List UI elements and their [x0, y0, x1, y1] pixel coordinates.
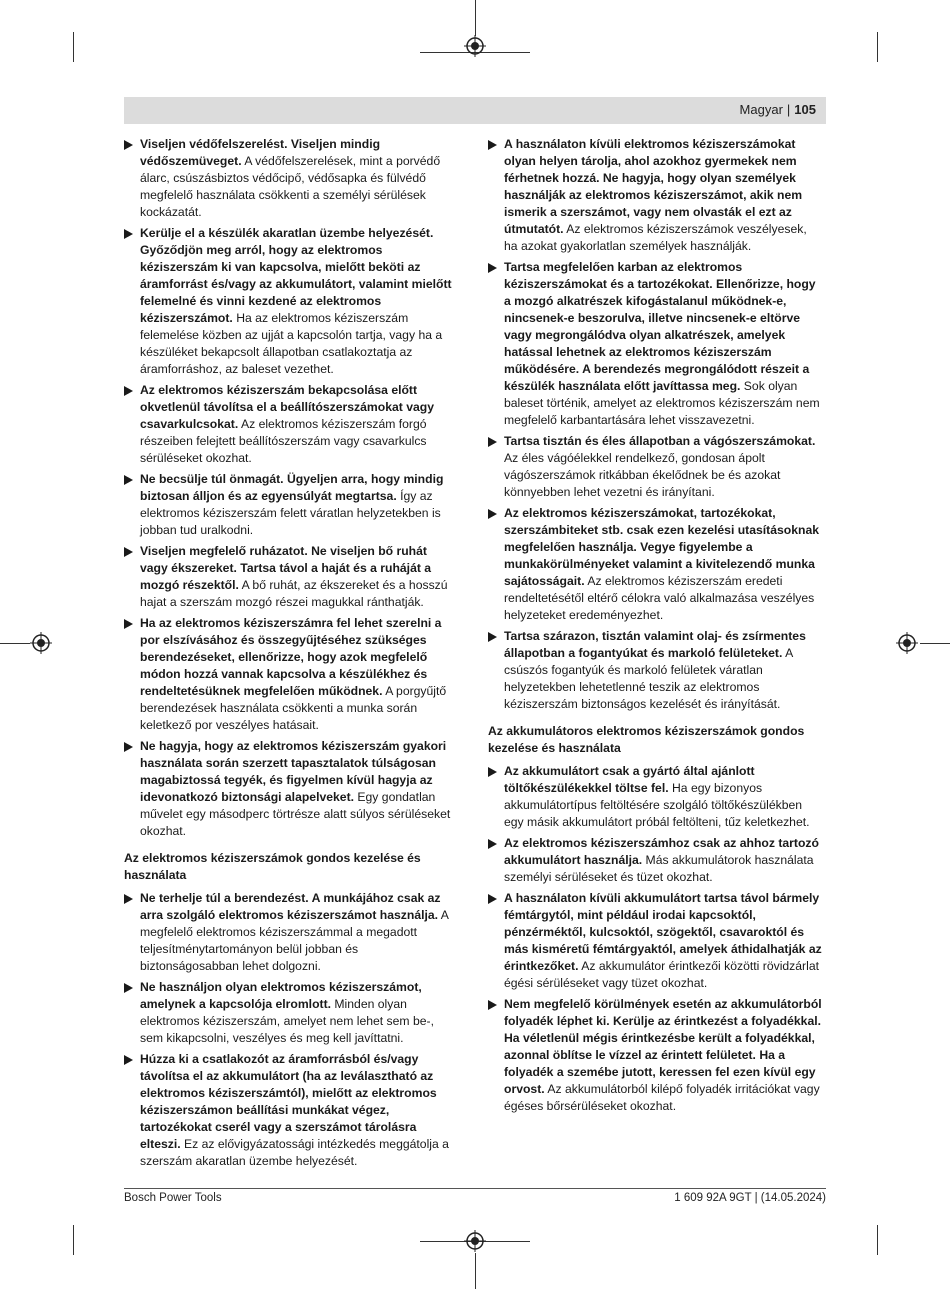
registration-mark-icon [464, 1230, 486, 1252]
safety-item [488, 505, 822, 624]
crop-mark [475, 0, 476, 36]
item-explanation: Az elektromos kéziszerszámok veszélyesek, ha azokat gyakorlatlan személyek használják. [504, 222, 807, 253]
bullet-triangle-icon [124, 742, 133, 752]
safety-item [488, 136, 822, 255]
item-explanation: Ez az elővigyázatossági intézkedés meggátolja a szerszám akaratlan üzembe helyezését. [140, 1137, 449, 1168]
item-warning: Nem megfelelő körülmények esetén az akkumulátorból folyadék léphet ki. Kerülje az érintkezést a folyadékkal. Ha véletlenül mégis érintkezésbe került a folyadékkal, azonnal öblítse le vízzel az érintett felületet. Ha a folyadék a szemébe jutott, keressen fel ezen kívül egy orvost. [504, 997, 822, 1096]
page-header [124, 97, 826, 124]
item-warning: Tartsa tisztán és éles állapotban a vágószerszámokat. [504, 434, 816, 448]
item-explanation: Minden olyan elektromos kéziszerszám, amelyet nem lehet sem be-, sem kikapcsolni, veszélyes és meg kell javíttatni. [140, 997, 434, 1045]
item-explanation: Sok olyan baleset történik, amelyet az elektromos kéziszerszám nem megfelelő karbantartására lehet visszavezetni. [504, 379, 820, 427]
safety-item [488, 259, 822, 429]
item-warning: Ha az elektromos kéziszerszámra fel lehet szerelni a por elszívásához és összegyűjtéséhez szükséges berendezéseket, ellenőrizze, hogy azok megfelelő módon hozzá vannak kapcsolva a készülékhez és rendeltetésüknek megfelelően működnek. [140, 616, 442, 698]
item-warning: Az elektromos kéziszerszám bekapcsolása előtt okvetlenül távolítsa el a beállítószerszámokat vagy csavarkulcsokat. [140, 383, 434, 431]
safety-item [124, 382, 458, 467]
bullet-triangle-icon [488, 894, 497, 904]
bullet-triangle-icon [488, 509, 497, 519]
bullet-triangle-icon [124, 1055, 133, 1065]
crop-mark [475, 1253, 476, 1289]
item-explanation: Így az elektromos kéziszerszám felett váratlan helyzetekben is jobban tud uralkodni. [140, 489, 441, 537]
item-warning: Viseljen megfelelő ruházatot. Ne viseljen bő ruhát vagy ékszereket. Tartsa távol a haját és a ruháját a mozgó részektől. [140, 544, 432, 592]
safety-item [488, 763, 822, 831]
safety-item [124, 1051, 458, 1170]
item-explanation: Az akkumulátorból kilépő folyadék irritációkat vagy égéses bőrsérüléseket okozhat. [504, 1082, 820, 1113]
footer-rule [124, 1188, 826, 1189]
item-warning: Tartsa megfelelően karban az elektromos kéziszerszámokat és a tartozékokat. Ellenőrizze, hogy a mozgó alkatrészek kifogástalanul működnek-e, nincsenek-e beszorulva, illetve nincsenek-e eltörve vagy megrongálódva olyan alkatrészek, amelyek hatással lehetnek az elektromos kéziszerszám működésére. A berendezés megrongálódott részeit a készülék használata előtt javíttassa meg. [504, 260, 816, 393]
item-explanation: A védőfelszerelések, mint a porvédő álarc, csúszásbiztos védőcipő, védősapka és fülvédő megfelelő használata csökkenti a személyi sérülések kockázatát. [140, 154, 441, 219]
safety-item [488, 835, 822, 886]
item-explanation: Az éles vágóélekkel rendelkező, gondosan ápolt vágószerszámok ritkábban ékelődnek be és azokat könnyebben lehet vezetni és irányítani. [504, 451, 781, 499]
item-explanation: Az akkumulátor érintkezői közötti rövidzárlat égési sérüléseket vagy tüzet okozhat. [504, 959, 819, 990]
bullet-triangle-icon [488, 767, 497, 777]
item-explanation: Más akkumulátorok használata személyi sérüléseket és tüzet okozhat. [504, 853, 814, 884]
bullet-triangle-icon [488, 263, 497, 273]
item-warning: Az elektromos kéziszerszámokat, tartozékokat, szerszámbiteket stb. csak ezen kezelési utasításoknak megfelelően használja. Vegye figyelembe a munkakörülményeket valamint a kivitelezendő munka sajátosságait. [504, 506, 820, 588]
safety-item [124, 225, 458, 378]
bullet-triangle-icon [124, 386, 133, 396]
safety-item [488, 890, 822, 992]
registration-mark-icon [464, 35, 486, 57]
item-warning: Ne becsülje túl önmagát. Ügyeljen arra, hogy mindig biztosan álljon és az egyensúlyát megtartsa. [140, 472, 444, 503]
item-explanation: A csúszós fogantyúk és markoló felületek váratlan helyzetekben lehetetlenné teszik az elektromos kéziszerszám biztonságos kezelését és irányítását. [504, 646, 793, 711]
header-text [740, 102, 816, 117]
safety-item [488, 628, 822, 713]
item-explanation: Az elektromos kéziszerszám eredeti rendeltetésétől eltérő célokra való alkalmazása veszélyes helyzeteket eredeményezhet. [504, 574, 815, 622]
safety-item [124, 738, 458, 840]
page-number: 105 [794, 102, 816, 117]
safety-item [124, 136, 458, 221]
section-title: Az akkumulátoros elektromos kéziszerszámok gondos kezelése és használata [488, 724, 805, 755]
bullet-triangle-icon [124, 619, 133, 629]
item-explanation: A porgyűjtő berendezések használata csökkenti a munka során keletkező por veszélyes hatásait. [140, 684, 447, 732]
item-explanation: Egy gondatlan művelet egy másodperc törtrésze alatt súlyos sérüléseket okozhat. [140, 790, 451, 838]
section-title: Az elektromos kéziszerszámok gondos kezelése és használata [124, 851, 421, 882]
crop-mark [0, 643, 30, 644]
crop-mark [73, 1225, 74, 1255]
bullet-triangle-icon [488, 437, 497, 447]
item-warning: Ne terhelje túl a berendezést. A munkájához csak az arra szolgáló elektromos kéziszerszámot használja. [140, 891, 441, 922]
safety-item [124, 471, 458, 539]
header-separator: | [786, 102, 791, 117]
right-list [488, 136, 822, 713]
right-column [488, 136, 822, 1119]
left-column [124, 136, 458, 1174]
bullet-triangle-icon [124, 983, 133, 993]
registration-mark-icon [30, 632, 52, 654]
item-warning: Kerülje el a készülék akaratlan üzembe helyezését. Győződjön meg arról, hogy az elektromos kéziszerszám ki van kapcsolva, mielőtt beköti az áramforrást és/vagy az akkumulátort, valamint mielőtt felemelné és vinni kezdené az elektromos kéziszerszámot. [140, 226, 452, 325]
footer-doc-id: 1 609 92A 9GT | (14.05.2024) [674, 1192, 826, 1204]
crop-mark [877, 32, 878, 62]
left-list [124, 136, 458, 840]
item-warning: A használaton kívüli akkumulátort tartsa távol bármely fémtárgytól, mint például irodai kapcsoktól, pénzérméktől, kulcsoktól, szögektől, csavaroktól és más kisméretű fémtárgyaktól, amelyek áthidalhatják az érintkezőket. [504, 891, 822, 973]
item-warning: Az akkumulátort csak a gyártó által ajánlott töltőkészülékekkel töltse fel. [504, 764, 755, 795]
safety-item [488, 433, 822, 501]
registration-mark-icon [896, 632, 918, 654]
item-warning: Az elektromos kéziszerszámhoz csak az ahhoz tartozó akkumulátort használja. [504, 836, 819, 867]
item-warning: Húzza ki a csatlakozót az áramforrásból és/vagy távolítsa el az akkumulátort (ha az leválasztható az elektromos kéziszerszámtól), mielőtt az elektromos kéziszerszámon beállítási munkákat végez, tartozékokat cserél vagy a szerszámot tárolásra elteszi. [140, 1052, 437, 1151]
bullet-triangle-icon [124, 894, 133, 904]
item-explanation: A megfelelő elektromos kéziszerszámmal a megadott teljesítménytartományon belül jobban és biztonságosabban lehet dolgozni. [140, 908, 449, 973]
safety-item [124, 543, 458, 611]
item-warning: Viseljen védőfelszerelést. Viseljen mindig védőszemüveget. [140, 137, 381, 168]
crop-mark [920, 643, 950, 644]
bullet-triangle-icon [124, 547, 133, 557]
safety-item [488, 996, 822, 1115]
right-list-2 [488, 763, 822, 1115]
item-warning: Tartsa szárazon, tisztán valamint olaj- és zsírmentes állapotban a fogantyúkat és markoló felületeket. [504, 629, 806, 660]
item-warning: A használaton kívüli elektromos kéziszerszámokat olyan helyen tárolja, ahol azokhoz gyermekek nem férhetnek hozzá. Ne hagyja, hogy olyan személyek használják az elektromos kéziszerszámot, akik nem ismerik a szerszámot, vagy nem olvasták el ezt az útmutatót. [504, 137, 803, 236]
bullet-triangle-icon [488, 632, 497, 642]
crop-mark [877, 1225, 878, 1255]
item-warning: Ne használjon olyan elektromos kéziszerszámot, amelynek a kapcsolója elromlott. [140, 980, 422, 1011]
crop-mark [73, 32, 74, 62]
header-language: Magyar [739, 102, 783, 117]
bullet-triangle-icon [124, 475, 133, 485]
safety-item [124, 979, 458, 1047]
safety-item [124, 890, 458, 975]
item-explanation: Ha az elektromos kéziszerszám felemelése közben az ujját a kapcsolón tartja, vagy ha a készüléket bekapcsolt állapotban csatlakoztatja az áramforráshoz, az baleset vezethet. [140, 311, 443, 376]
left-list-2 [124, 890, 458, 1170]
safety-item [124, 615, 458, 734]
bullet-triangle-icon [124, 229, 133, 239]
item-explanation: A bő ruhát, az ékszereket és a hosszú hajat a szerszám mozgó részei magukkal ránthatják. [140, 578, 448, 609]
item-explanation: Ha egy bizonyos akkumulátortípus feltöltésére szolgáló töltőkészülékben egy másik akkumulátort próbál feltölteni, tűz keletkezhet. [504, 781, 810, 829]
footer-brand: Bosch Power Tools [124, 1192, 222, 1204]
bullet-triangle-icon [488, 839, 497, 849]
bullet-triangle-icon [124, 140, 133, 150]
bullet-triangle-icon [488, 140, 497, 150]
item-explanation: Az elektromos kéziszerszám forgó részeiben felejtett beállítószerszám vagy csavarkulcs sérüléseket okozhat. [140, 417, 427, 465]
bullet-triangle-icon [488, 1000, 497, 1010]
item-warning: Ne hagyja, hogy az elektromos kéziszerszám gyakori használata során szerzett tapasztalatok túlságosan magabiztossá tegyék, és figyelmen kívül hagyja az idevonatkozó biztonsági alapelveket. [140, 739, 447, 804]
